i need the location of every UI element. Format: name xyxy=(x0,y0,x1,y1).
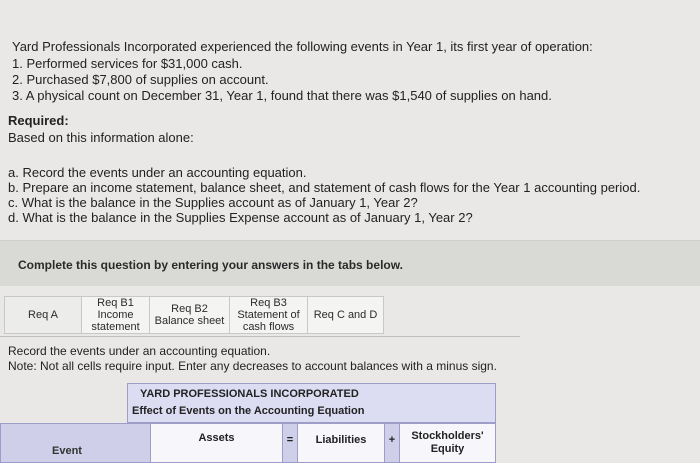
column-header-assets xyxy=(150,423,283,463)
plus-sign xyxy=(385,423,399,463)
tab-req-b3[interactable] xyxy=(230,296,308,334)
assets-label: Assets xyxy=(198,431,235,444)
liabilities-label: Liabilities xyxy=(315,433,367,446)
tab-req-b2-line1: Req B2 xyxy=(171,303,208,315)
required-part-a: a. Record the events under an accounting equation. xyxy=(8,165,307,180)
column-header-liabilities xyxy=(297,423,385,463)
tab-req-b2[interactable] xyxy=(150,296,230,334)
event-list xyxy=(12,56,552,104)
equals-sign xyxy=(283,423,297,463)
tab-req-c-and-d-label: Req C and D xyxy=(313,309,378,321)
tab-req-b1-line1: Req B1 xyxy=(97,297,134,309)
tab-req-a-label: Req A xyxy=(28,309,58,321)
required-subtitle: Based on this information alone: xyxy=(8,130,194,145)
required-part-b: b. Prepare an income statement, balance sheet, and statement of cash flows for the Year 1 accounting period. xyxy=(8,180,641,195)
event-item-3: 3. A physical count on December 31, Year 1, found that there was $1,540 of supplies on hand. xyxy=(12,88,552,103)
column-header-equity xyxy=(399,423,496,463)
equity-label-line1: Stockholders' xyxy=(411,430,484,442)
equals-label: = xyxy=(286,433,294,446)
required-heading: Required: xyxy=(8,113,69,128)
tab-req-a[interactable] xyxy=(4,296,82,334)
problem-intro: Yard Professionals Incorporated experienced the following events in Year 1, its first year of operation: xyxy=(12,39,593,54)
tab-content-divider xyxy=(0,336,520,337)
tab-req-b3-line3: cash flows xyxy=(242,321,295,333)
required-part-d: d. What is the balance in the Supplies Expense account as of January 1, Year 2? xyxy=(8,210,473,225)
required-parts xyxy=(8,165,640,225)
tab-req-b3-line2: Statement of xyxy=(237,309,300,321)
tab-req-b3-line1: Req B3 xyxy=(250,297,287,309)
event-item-1: 1. Performed services for $31,000 cash. xyxy=(12,56,243,71)
tab-req-c-and-d[interactable] xyxy=(308,296,384,334)
table-subtitle: Effect of Events on the Accounting Equation xyxy=(127,403,496,423)
tab-req-b2-line2: Balance sheet xyxy=(154,315,225,327)
panel-instruction-text: Complete this question by entering your answers in the tabs below. xyxy=(18,258,403,272)
event-item-2: 2. Purchased $7,800 of supplies on account. xyxy=(12,72,269,87)
required-part-c: c. What is the balance in the Supplies account as of January 1, Year 2? xyxy=(8,195,418,210)
tab-bar xyxy=(4,296,384,334)
column-header-event: Event xyxy=(52,445,82,457)
tab-req-b1-line2: Income xyxy=(97,309,134,321)
tab-instruction: Record the events under an accounting equation. xyxy=(8,344,271,358)
tab-note: Note: Not all cells require input. Enter any decreases to account balances with a minus sign. xyxy=(8,359,497,373)
plus-label: + xyxy=(388,433,396,446)
tab-req-b1-line3: statement xyxy=(91,321,140,333)
table-company-title: YARD PROFESSIONALS INCORPORATED xyxy=(127,383,496,403)
tab-req-b1[interactable] xyxy=(82,296,150,334)
equity-label-line2: Equity xyxy=(430,443,465,455)
